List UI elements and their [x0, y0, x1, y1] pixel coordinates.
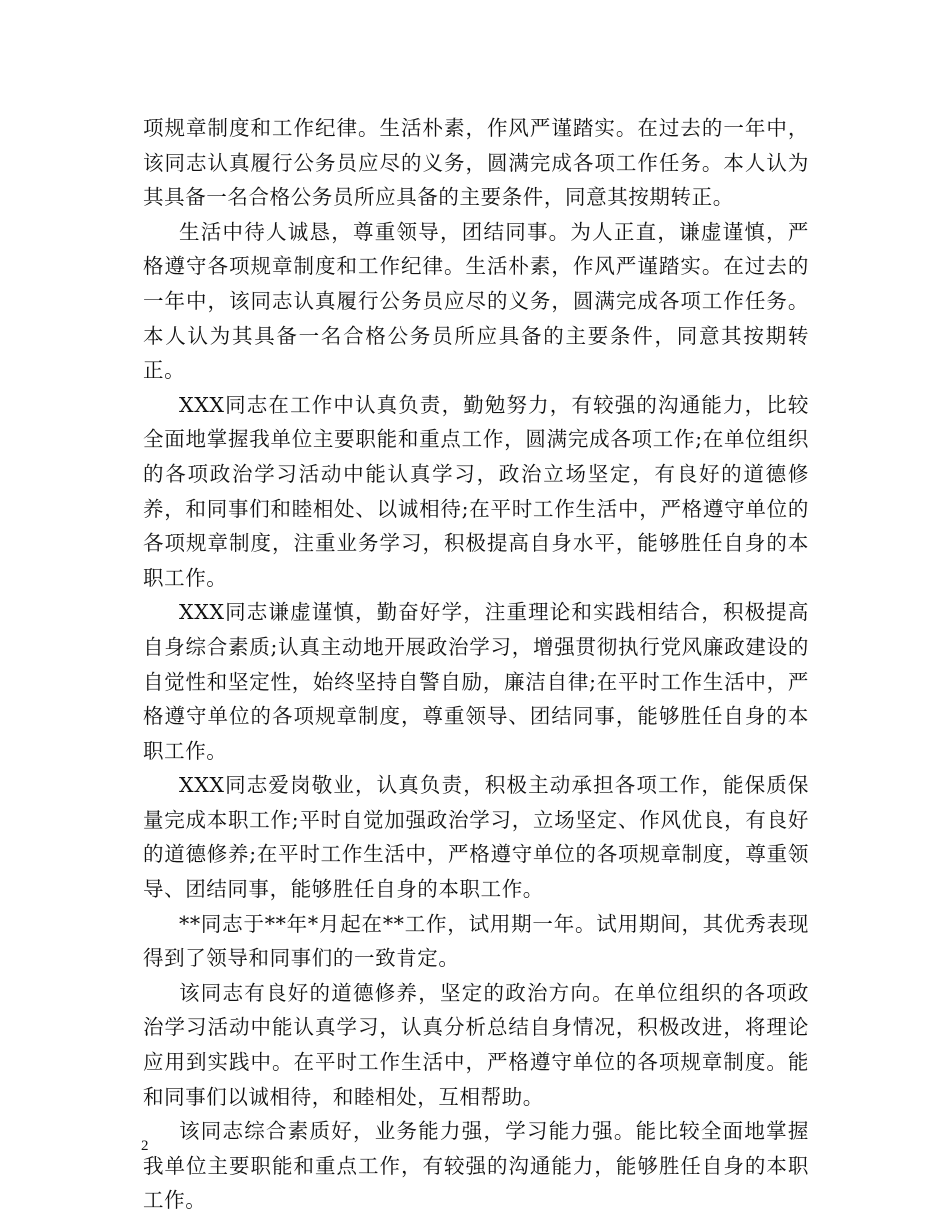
paragraph: XXX同志在工作中认真负责，勤勉努力，有较强的沟通能力，比较全面地掌握我单位主要职能和重点工作，圆满完成各项工作;在单位组织的各项政治学习活动中能认真学习，政治立场坚定，有良好的道德修养，和同事们和睦相处、以诚相待;在平时工作生活中，严格遵守单位的各项规章制度，注重业务学习，积极提高自身水平，能够胜任自身的本职工作。 [143, 392, 809, 590]
page-number: 2 [141, 1138, 149, 1154]
paragraph: XXX同志谦虚谨慎，勤奋好学，注重理论和实践相结合，积极提高自身综合素质;认真主动地开展政治学习，增强贯彻执行党风廉政建设的自觉性和坚定性，始终坚持自警自励，廉洁自律;在平时工作生活中，严格遵守单位的各项规章制度，尊重领导、团结同事，能够胜任自身的本职工作。 [143, 600, 809, 763]
paragraph: XXX同志爱岗敬业，认真负责，积极主动承担各项工作，能保质保量完成本职工作;平时自觉加强政治学习，立场坚定、作风优良，有良好的道德修养;在平时工作生活中，严格遵守单位的各项规章制度，尊重领导、团结同事，能够胜任自身的本职工作。 [143, 773, 809, 902]
paragraph-continued: 项规章制度和工作纪律。生活朴素，作风严谨踏实。在过去的一年中，该同志认真履行公务员应尽的义务，圆满完成各项工作任务。本人认为其具备一名合格公务员所应具备的主要条件，同意其按期转正。 [143, 116, 809, 210]
paragraph: 该同志综合素质好，业务能力强，学习能力强。能比较全面地掌握我单位主要职能和重点工作，有较强的沟通能力，能够胜任自身的本职工作。 [143, 1119, 809, 1213]
document-body [143, 111, 809, 1218]
paragraph: **同志于**年*月起在**工作，试用期一年。试用期间，其优秀表现得到了领导和同事们的一致肯定。 [143, 911, 809, 971]
paragraph: 生活中待人诚恳，尊重领导，团结同事。为人正直，谦虚谨慎，严格遵守各项规章制度和工作纪律。生活朴素，作风严谨踏实。在过去的一年中，该同志认真履行公务员应尽的义务，圆满完成各项工作任务。本人认为其具备一名合格公务员所应具备的主要条件，同意其按期转正。 [143, 219, 809, 383]
paragraph: 该同志有良好的道德修养，坚定的政治方向。在单位组织的各项政治学习活动中能认真学习，认真分析总结自身情况，积极改进，将理论应用到实践中。在平时工作生活中，严格遵守单位的各项规章制度。能和同事们以诚相待，和睦相处，互相帮助。 [143, 980, 809, 1109]
